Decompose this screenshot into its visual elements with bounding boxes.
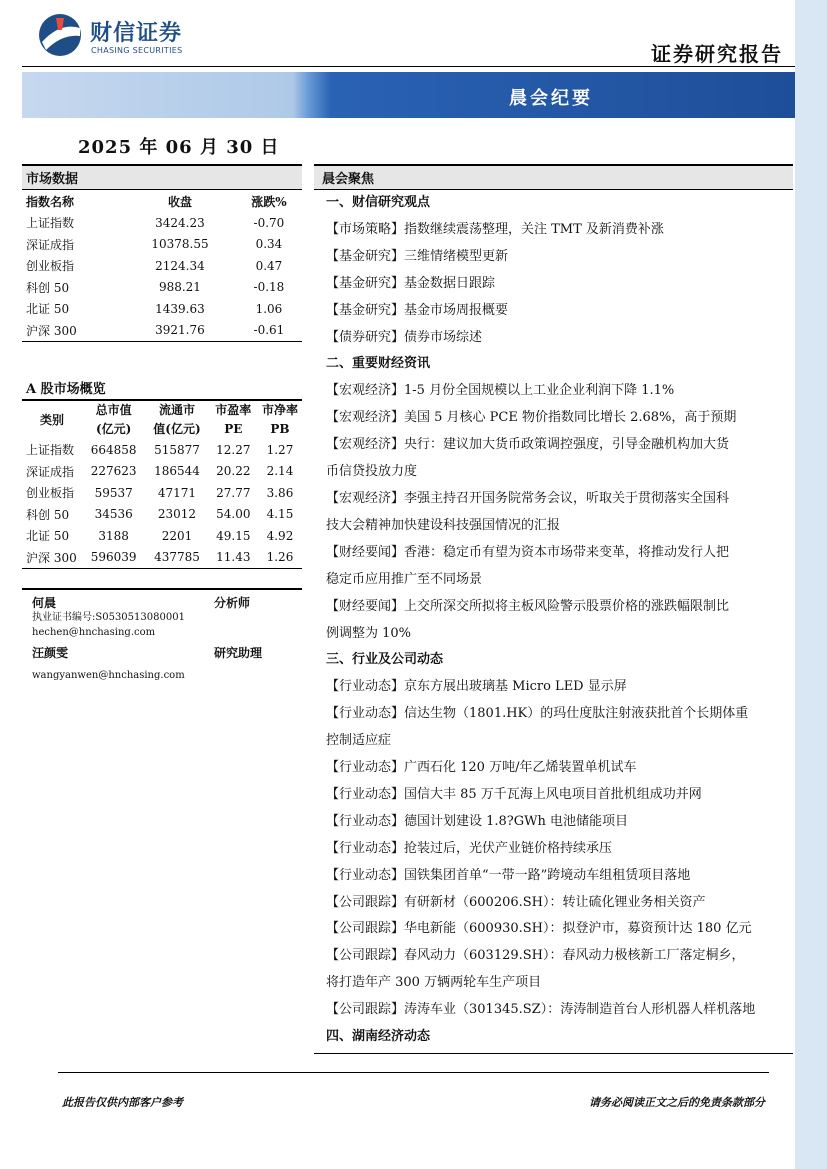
- focus-section-heading: 二、重要财经资讯: [326, 356, 431, 372]
- focus-item[interactable]: 【基金研究】三维情绪模型更新: [326, 248, 509, 264]
- a-share-overview-rows: [22, 439, 302, 568]
- focus-item[interactable]: 【市场策略】指数继续震荡整理，关注 TMT 及新消费补涨: [326, 221, 664, 237]
- table-cell: 54.00: [216, 507, 251, 522]
- column-header: 市净率: [261, 403, 298, 417]
- focus-item[interactable]: 例调整为 10%: [326, 625, 412, 641]
- table-cell: 988.21: [158, 280, 201, 295]
- focus-section-heading: 三、行业及公司动态: [326, 652, 444, 668]
- focus-item[interactable]: 【公司跟踪】华电新能（600930.SH）：拟登沪市，募资预计达 180 亿元: [326, 921, 752, 937]
- table-cell: 深证成指: [26, 237, 75, 252]
- table-header-row: [22, 401, 302, 420]
- left-column: [22, 164, 302, 569]
- focus-item[interactable]: 稳定币应用推广至不同场景: [326, 571, 483, 587]
- table-cell: 沪深 300: [26, 550, 77, 565]
- market-data-rows: [22, 212, 302, 341]
- column-header: 市盈率: [215, 403, 252, 417]
- table-row: [22, 439, 302, 461]
- focus-item[interactable]: 【行业动态】抢装过后，光伏产业链价格持续承压: [326, 840, 613, 856]
- analyst-info: [22, 588, 302, 683]
- table-cell: 49.15: [216, 528, 251, 543]
- table-cell: 596039: [90, 550, 137, 565]
- table-cell: 186544: [154, 464, 200, 479]
- table-header-row: [22, 190, 302, 212]
- column-header: 涨跌%: [251, 194, 287, 209]
- title-banner: [22, 72, 795, 118]
- analyst-name: 何晨: [32, 596, 57, 610]
- focus-item[interactable]: 【基金研究】基金数据日跟踪: [326, 275, 496, 291]
- table-cell: 11.43: [216, 550, 251, 565]
- table-cell: 1439.63: [155, 301, 205, 316]
- table-cell: 沪深 300: [26, 323, 77, 338]
- focus-item[interactable]: 【公司跟踪】有研新材（600206.SH）：转让硫化锂业务相关资产: [326, 894, 706, 910]
- footer-divider: [58, 1072, 769, 1073]
- header-divider: [22, 66, 795, 67]
- column-header: 流通市: [158, 403, 195, 417]
- column-header: (亿元): [95, 422, 132, 436]
- focus-item[interactable]: 【行业动态】国信大丰 85 万千瓦海上风电项目首批机组成功并网: [326, 786, 702, 802]
- table-row: [22, 482, 302, 504]
- logo-name-cn: 财信证券: [90, 21, 183, 46]
- table-cell: 上证指数: [26, 216, 75, 231]
- table-cell: 1.26: [266, 550, 294, 565]
- focus-item[interactable]: 控制适应症: [326, 733, 392, 749]
- column-header: 类别: [39, 412, 64, 427]
- focus-item[interactable]: 【公司跟踪】涛涛车业（301345.SZ）：涛涛制造首台人形机器人样机落地: [326, 1002, 756, 1018]
- table-row: [22, 277, 302, 299]
- table-row: [22, 255, 302, 277]
- table-cell: 科创 50: [26, 507, 70, 522]
- table-cell: 创业板指: [26, 259, 75, 274]
- table-cell: 1.27: [266, 442, 294, 457]
- page-side-strip: [795, 0, 827, 1169]
- analyst-row: [22, 640, 302, 660]
- company-logo: [36, 12, 196, 60]
- column-header: 收盘: [167, 194, 192, 209]
- focus-item[interactable]: 【行业动态】信达生物（1801.HK）的玛仕度肽注射液获批首个长期体重: [326, 706, 749, 722]
- table-cell: 437785: [154, 550, 200, 565]
- table-cell: 北证 50: [26, 302, 70, 317]
- table-cell: 0.47: [255, 258, 283, 273]
- footer-note: 此报告仅供内部客户参考: [62, 1096, 183, 1109]
- focus-item[interactable]: 【行业动态】国铁集团首单“一带一路”跨境动车组租赁项目落地: [326, 867, 691, 883]
- table-row: [22, 504, 302, 526]
- analyst-cert: 执业证书编号:S0530513080001: [32, 612, 185, 623]
- table-cell: 20.22: [216, 464, 251, 479]
- table-cell: 4.15: [266, 507, 294, 522]
- table-row: [22, 320, 302, 342]
- focus-item[interactable]: 【行业动态】广西石化 120 万吨/年乙烯装置单机试车: [326, 760, 637, 776]
- a-share-overview-table: [22, 401, 302, 568]
- table-cell: 10378.55: [151, 237, 209, 252]
- focus-section-heading: 一、财信研究观点: [326, 195, 431, 210]
- focus-item[interactable]: 币信贷投放力度: [326, 464, 418, 480]
- table-row: [22, 234, 302, 256]
- a-share-overview-title: A 股市场概览: [26, 382, 106, 397]
- analyst-role: 分析师: [214, 596, 251, 610]
- table-row: [22, 461, 302, 483]
- table-cell: -0.70: [253, 215, 285, 230]
- table-cell: 2201: [161, 528, 193, 543]
- column-header: PE: [224, 422, 243, 436]
- table-cell: 23012: [157, 507, 197, 522]
- report-date: 2025 年 06 月 30 日: [78, 137, 280, 158]
- focus-item[interactable]: 【行业动态】德国计划建设 1.8?GWh 电池储能项目: [326, 813, 629, 829]
- table-cell: 2.14: [266, 464, 294, 479]
- table-cell: -0.18: [253, 280, 285, 295]
- table-cell: 北证 50: [26, 529, 70, 544]
- focus-item[interactable]: 【基金研究】基金市场周报概要: [326, 302, 509, 318]
- column-header: PB: [270, 422, 290, 436]
- column-header: 总市值: [95, 403, 132, 417]
- table-cell: 2124.34: [155, 258, 205, 273]
- table-cell: 科创 50: [26, 280, 70, 295]
- logo-mark-icon: [36, 12, 84, 58]
- table-cell: 59537: [94, 485, 133, 500]
- focus-item[interactable]: 【宏观经济】央行：建议加大货币政策调控强度，引导金融机构加大货: [326, 437, 730, 453]
- analyst-role: 研究助理: [214, 646, 263, 660]
- table-cell: 4.92: [266, 528, 294, 543]
- table-cell: 664858: [90, 442, 137, 457]
- table-cell: 12.27: [216, 442, 251, 457]
- table-cell: 上证指数: [26, 443, 75, 458]
- table-cell: 47171: [157, 485, 197, 500]
- market-data-title: 市场数据: [22, 164, 302, 189]
- footer-disclaimer: 请务必阅读正文之后的免责条款部分: [589, 1096, 765, 1109]
- table-row: [22, 525, 302, 547]
- focus-item[interactable]: 【公司跟踪】春风动力（603129.SH）：春风动力极核新工厂落定桐乡，: [326, 948, 745, 964]
- focus-item[interactable]: 【宏观经济】李强主持召开国务院常务会议，听取关于贯彻落实全国科: [326, 490, 730, 506]
- table-cell: 27.77: [216, 485, 251, 500]
- table-row: [22, 298, 302, 320]
- table-cell: 227623: [90, 464, 137, 479]
- divider: [314, 1053, 793, 1054]
- table-cell: 3188: [98, 528, 129, 543]
- focus-item[interactable]: 【债券研究】债券市场综述: [326, 329, 483, 345]
- right-column: [314, 164, 793, 1054]
- market-data-table: [22, 190, 302, 341]
- focus-section-heading: 四、湖南经济动态: [326, 1029, 431, 1045]
- focus-item[interactable]: 【宏观经济】1-5 月份全国规模以上工业企业利润下降 1.1%: [326, 383, 675, 399]
- banner-title: 晨会纪要: [509, 88, 593, 109]
- table-cell: 创业板指: [26, 486, 75, 501]
- analyst-email[interactable]: wangyanwen@hnchasing.com: [32, 670, 185, 681]
- analyst-email[interactable]: hechen@hnchasing.com: [32, 627, 156, 638]
- table-cell: 0.34: [255, 237, 283, 252]
- table-cell: 3424.23: [155, 215, 205, 230]
- table-row: [22, 547, 302, 569]
- analyst-row: [22, 590, 302, 610]
- column-header: 值(亿元): [153, 422, 201, 436]
- report-type: 证券研究报告: [651, 42, 783, 66]
- table-cell: 3921.76: [155, 323, 205, 338]
- table-cell: 515877: [154, 442, 200, 457]
- focus-item[interactable]: 【财经要闻】上交所深交所拟将主板风险警示股票价格的涨跌幅限制比: [326, 598, 730, 614]
- focus-item[interactable]: 【财经要闻】香港：稳定币有望为资本市场带来变革，将推动发行人把: [326, 544, 730, 560]
- focus-list: [314, 190, 793, 1051]
- focus-item[interactable]: 技大会精神加快建设科技强国情况的汇报: [326, 517, 561, 533]
- focus-item[interactable]: 将打造年产 300 万辆两轮车生产项目: [326, 975, 542, 991]
- divider: [22, 568, 302, 569]
- focus-title: 晨会聚焦: [314, 164, 793, 190]
- table-cell: 3.86: [266, 485, 294, 500]
- analyst-name: 汪颜雯: [32, 646, 69, 660]
- focus-item[interactable]: 【行业动态】京东方展出玻璃基 Micro LED 显示屏: [326, 679, 627, 695]
- table-cell: 34536: [94, 507, 133, 522]
- table-row: [22, 212, 302, 234]
- logo-name-en: CHASING SECURITIES: [91, 46, 183, 55]
- focus-item[interactable]: 【宏观经济】美国 5 月核心 PCE 物价指数同比增长 2.68%，高于预期: [326, 410, 737, 426]
- column-header: 指数名称: [26, 194, 75, 209]
- table-cell: 1.06: [255, 301, 283, 316]
- table-cell: -0.61: [253, 323, 285, 338]
- table-cell: 深证成指: [26, 464, 75, 479]
